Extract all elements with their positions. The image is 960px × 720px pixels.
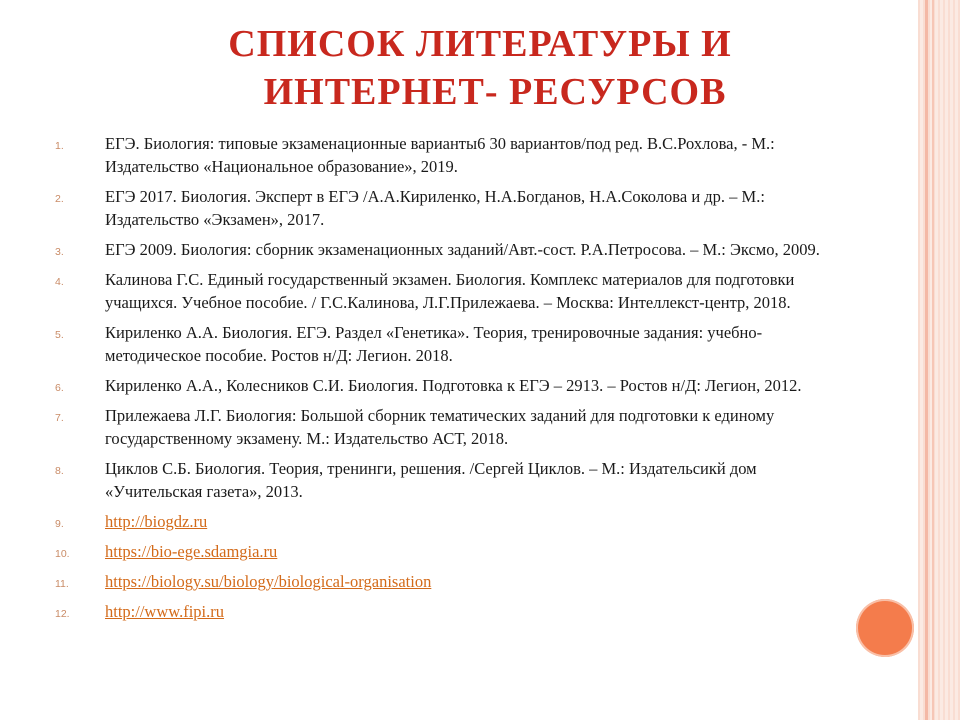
reference-number: 9. xyxy=(55,518,64,530)
stripe-line xyxy=(925,0,928,720)
reference-item xyxy=(0,185,840,231)
reference-text: Кириленко А.А., Колесников С.И. Биология. Подготовка к ЕГЭ – 2913. – Ростов н/Д: Легион, 2012. xyxy=(105,376,802,395)
link-item xyxy=(0,600,840,623)
reference-item xyxy=(0,404,840,450)
reference-text: Циклов С.Б. Биология. Теория, тренинги, решения. /Сергей Циклов. – М.: Издательсикй дом «Учительская газета», 2013. xyxy=(105,459,757,501)
link-biogdz[interactable]: http://biogdz.ru xyxy=(105,512,208,531)
reference-number: 3. xyxy=(55,246,64,258)
reference-number: 10. xyxy=(55,548,70,560)
reference-number: 6. xyxy=(55,382,64,394)
link-bio-ege[interactable]: https://bio-ege.sdamgia.ru xyxy=(105,542,278,561)
reference-text: Калинова Г.С. Единый государственный экзамен. Биология. Комплекс материалов для подготовки учащихся. Учебное пособие. / Г.С.Калинова, Л.Г.Прилежаева. – Москва: Интеллекст-центр, 2018. xyxy=(105,270,795,312)
reference-number: 7. xyxy=(55,412,64,424)
slide-title-line-1: СПИСОК ЛИТЕРАТУРЫ И xyxy=(228,23,732,65)
reference-item xyxy=(0,132,840,178)
reference-item xyxy=(0,321,840,367)
reference-item xyxy=(0,268,840,314)
reference-text: ЕГЭ. Биология: типовые экзаменационные варианты6 30 вариантов/под ред. В.С.Рохлова, - М.: Издательство «Национальное образование», 2019. xyxy=(105,134,775,176)
reference-text: ЕГЭ 2017. Биология. Эксперт в ЕГЭ /А.А.Кириленко, Н.А.Богданов, Н.А.Соколова и др. – М.: Издательство «Экзамен», 2017. xyxy=(105,187,765,229)
link-item xyxy=(0,570,840,593)
reference-text: ЕГЭ 2009. Биология: сборник экзаменационных заданий/Авт.-сост. Р.А.Петросова. – М.: Эксмо, 2009. xyxy=(105,240,820,259)
reference-number: 12. xyxy=(55,608,70,620)
reference-text: Прилежаева Л.Г. Биология: Большой сборник тематических заданий для подготовки к единому государственному экзамену. М.: Издательство АСТ, 2018. xyxy=(105,406,775,448)
slide-title-line-2: ИНТЕРНЕТ- РЕСУРСОВ xyxy=(263,71,727,113)
reference-number: 8. xyxy=(55,465,64,477)
stripe-line xyxy=(932,0,934,720)
reference-item xyxy=(0,457,840,503)
reference-item xyxy=(0,374,840,397)
slide-title xyxy=(80,20,880,116)
reference-number: 11. xyxy=(55,578,69,590)
reference-list xyxy=(0,132,840,630)
reference-number: 4. xyxy=(55,276,64,288)
link-biology-su[interactable]: https://biology.su/biology/biological-organisation xyxy=(105,572,432,591)
link-item xyxy=(0,510,840,533)
reference-text: Кириленко А.А. Биология. ЕГЭ. Раздел «Генетика». Теория, тренировочные задания: учебно-методическое пособие. Ростов н/Д: Легион. 2018. xyxy=(105,323,763,365)
reference-item xyxy=(0,238,840,261)
reference-number: 1. xyxy=(55,140,64,152)
decorative-circle xyxy=(856,599,914,657)
reference-number: 5. xyxy=(55,329,64,341)
reference-number: 2. xyxy=(55,193,64,205)
link-fipi[interactable]: http://www.fipi.ru xyxy=(105,602,225,621)
link-item xyxy=(0,540,840,563)
decorative-stripes xyxy=(918,0,960,720)
